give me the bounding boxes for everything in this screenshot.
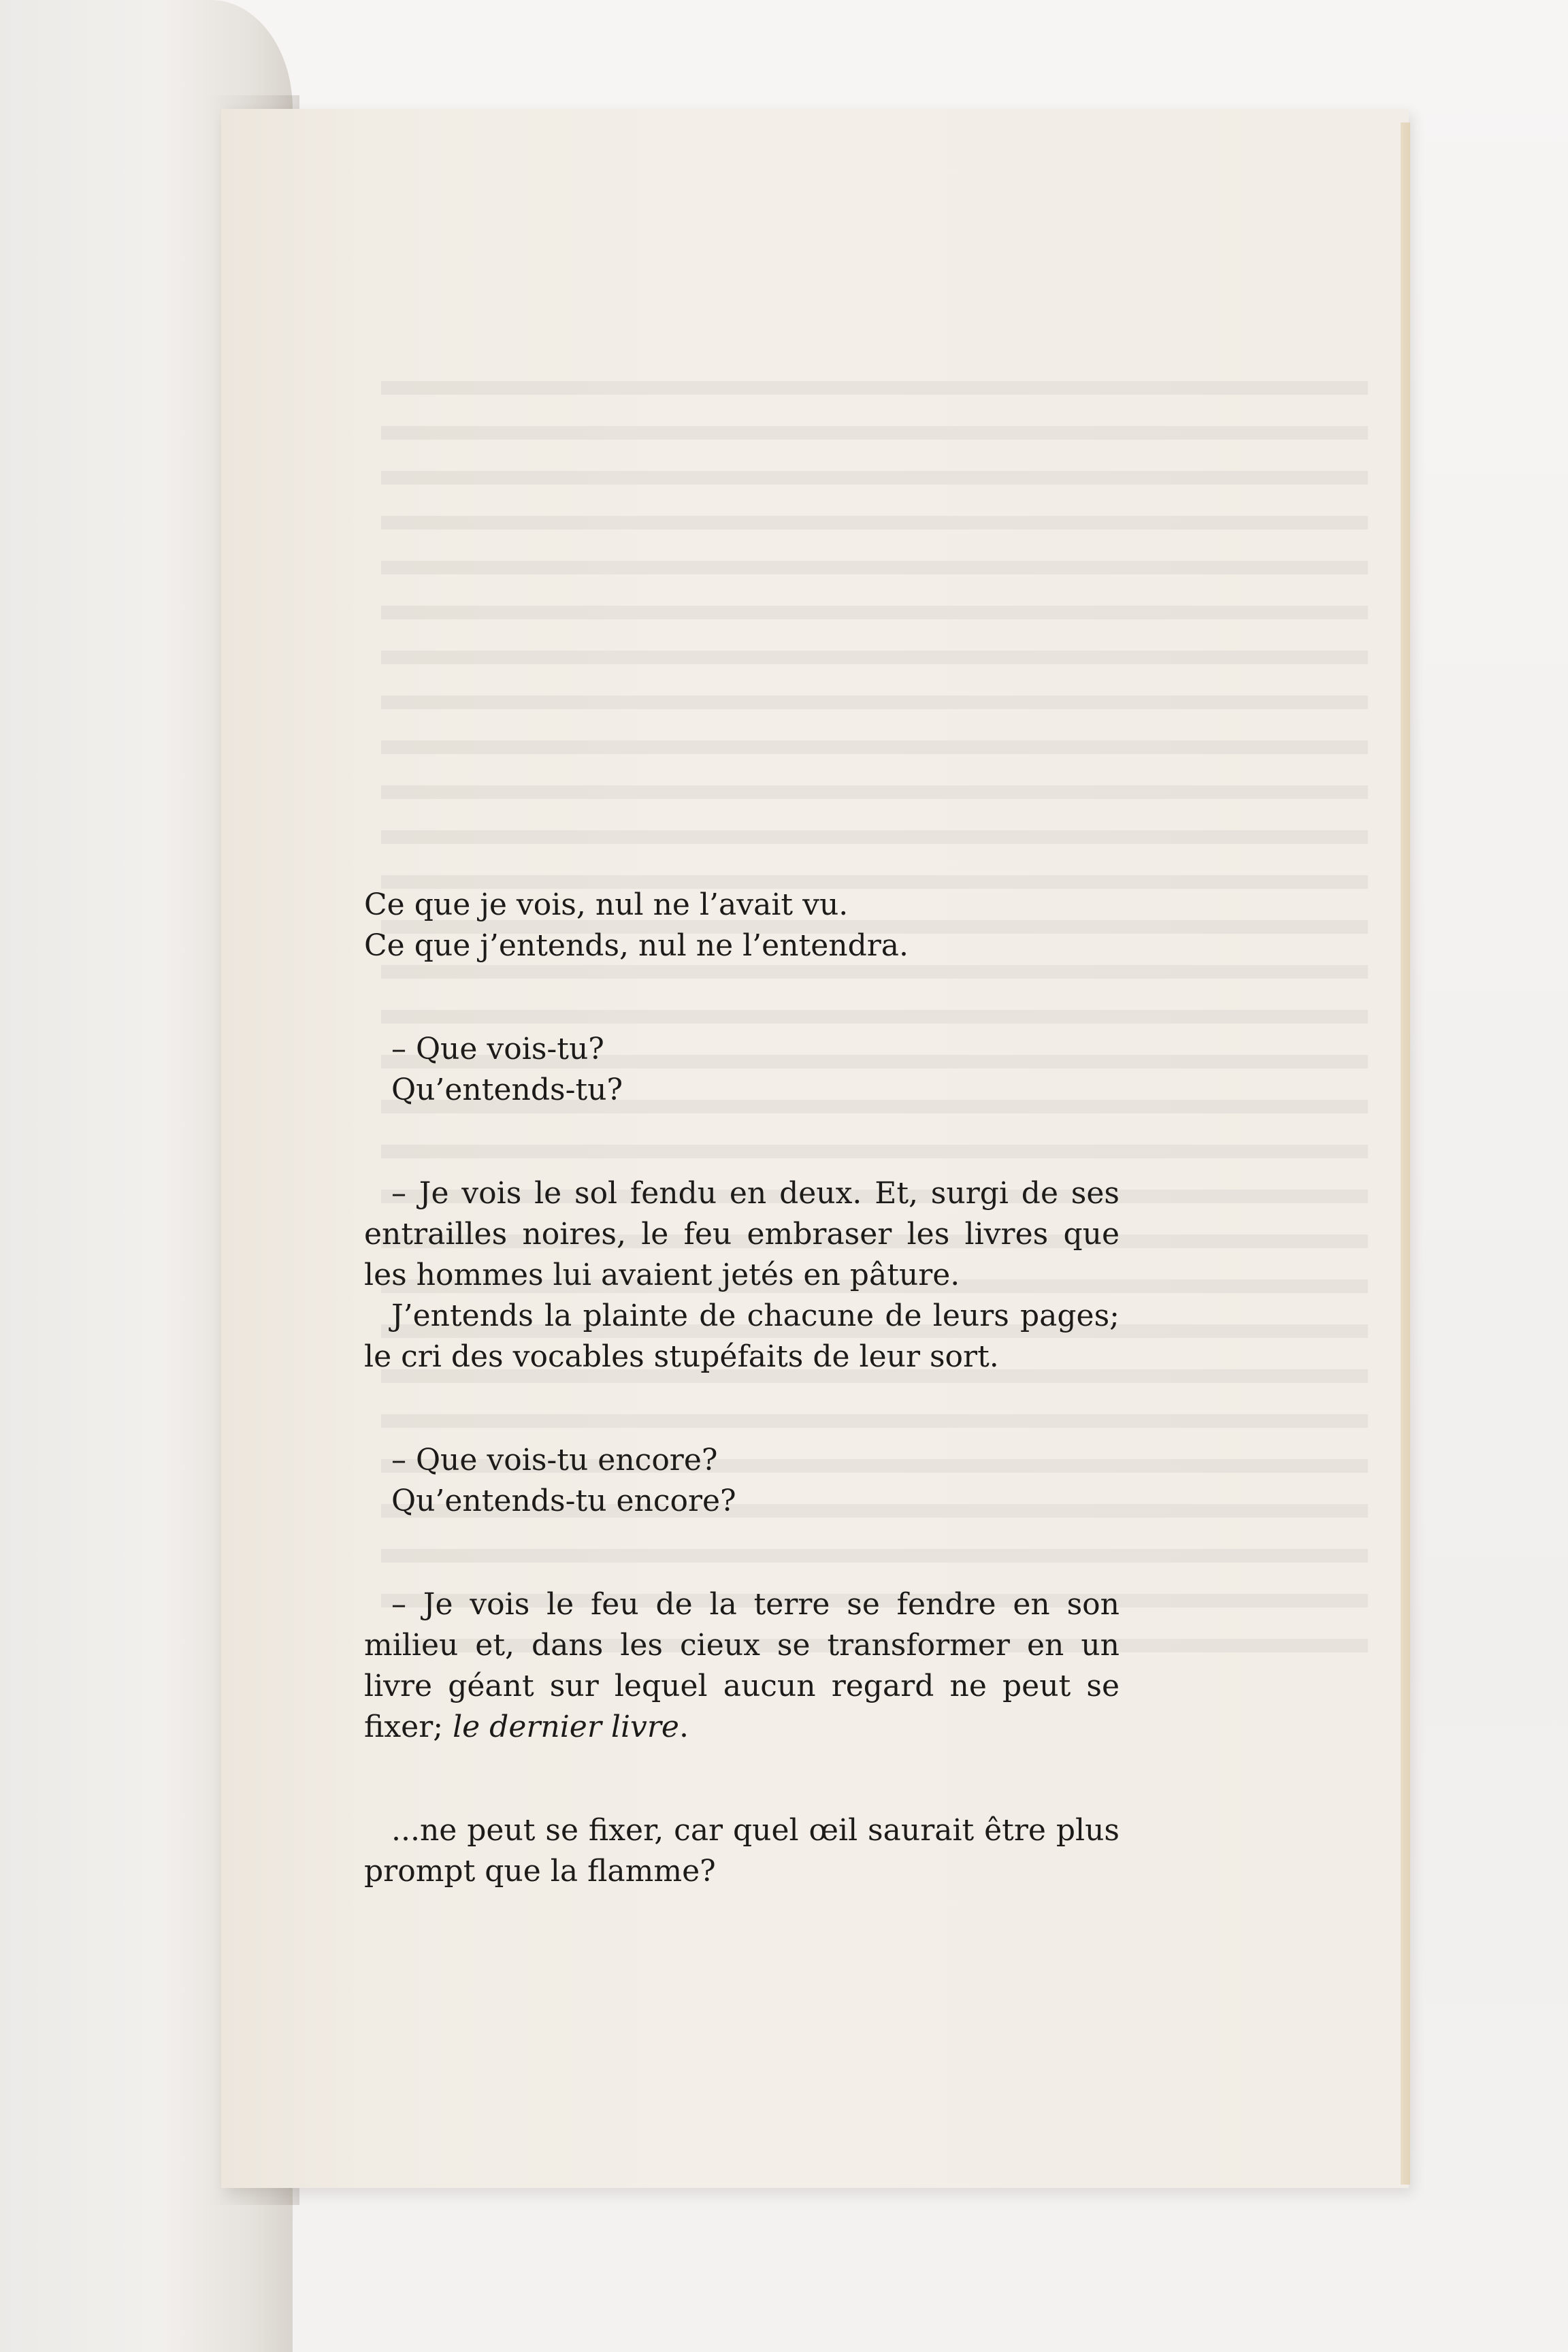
stanza-1 <box>364 885 1120 966</box>
stanza-2 <box>364 1029 1120 1111</box>
poem-text-span: – Je vois le feu de la terre se fendre en son milieu et, dans les cieux se transformer en un livre géant sur lequel aucun regard ne peut se fixer; <box>364 1587 1120 1744</box>
stanza-5 <box>364 1584 1120 1748</box>
poem-paragraph: J’entends la plainte de chacune de leurs pages; le cri des vocables stupéfaits de leur sort. <box>364 1298 1120 1374</box>
poem-paragraph <box>364 1584 1120 1748</box>
page-edge <box>1401 122 1410 2185</box>
poem-line: Ce que je vois, nul ne l’avait vu. <box>364 887 849 922</box>
poem-paragraph: – Je vois le sol fendu en deux. Et, surgi de ses entrailles noires, le feu embraser les livres que les hommes lui avaient jetés en pâture. <box>364 1176 1120 1292</box>
poem-line: – Que vois-tu encore? <box>391 1443 718 1477</box>
poem-paragraph: ...ne peut se fixer, car quel œil saurait être plus prompt que la flamme? <box>364 1813 1120 1889</box>
poem-text <box>364 885 1120 1955</box>
poem-line: – Que vois-tu? <box>391 1032 604 1066</box>
poem-line: Qu’entends-tu? <box>391 1073 623 1107</box>
stanza-4 <box>364 1440 1120 1522</box>
stanza-3 <box>364 1173 1120 1377</box>
poem-line: Qu’entends-tu encore? <box>391 1484 736 1518</box>
period: . <box>679 1710 689 1744</box>
poem-line: Ce que j’entends, nul ne l’entendra. <box>364 928 909 963</box>
italic-phrase: le dernier livre <box>453 1710 679 1744</box>
stanza-6 <box>364 1810 1120 1892</box>
